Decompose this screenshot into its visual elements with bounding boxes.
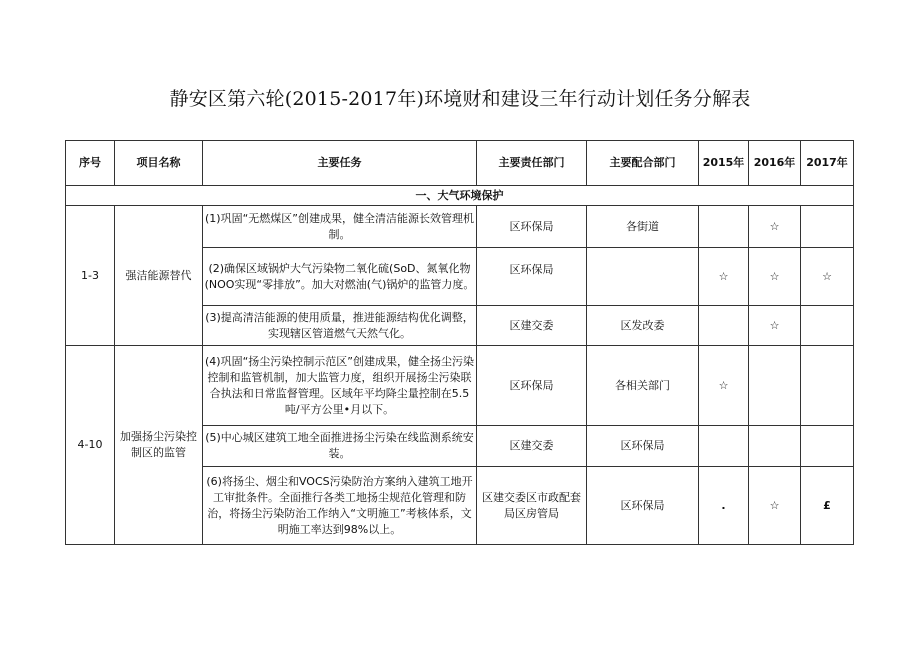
row-project: 加强扬尘污染控制区的监管 <box>115 346 203 545</box>
row-2017-mark: £ <box>801 467 854 545</box>
header-task: 主要任务 <box>203 141 477 186</box>
row-2017-mark: ☆ <box>801 248 854 306</box>
row-2017-mark <box>801 426 854 467</box>
row-2017-mark <box>801 306 854 346</box>
row-support-dept <box>587 248 699 306</box>
header-2016: 2016年 <box>749 141 801 186</box>
header-row <box>66 141 854 186</box>
row-2016-mark <box>749 346 801 426</box>
task-breakdown-table <box>65 140 854 545</box>
row-2016-mark: ☆ <box>749 467 801 545</box>
document-title: 静安区第六轮(2015-2017年)环境财和建设三年行动计划任务分解表 <box>169 88 751 110</box>
row-task: (2)确保区域锅炉大气污染物二氧化硫(SoD、氮氧化物(NOO实现“零排放”。加大对燃油(气)锅炉的监管力度。 <box>203 248 477 306</box>
row-2016-mark: ☆ <box>749 206 801 248</box>
section-title: 一、大气环境保护 <box>66 186 854 206</box>
section-row <box>66 186 854 206</box>
row-lead-dept: 区建交委 <box>477 426 587 467</box>
row-2016-mark <box>749 426 801 467</box>
row-task: (6)将扬尘、烟尘和VOCS污染防治方案纳入建筑工地开工审批条件。全面推行各类工地扬尘规范化管理和防治，将扬尘污染防治工作纳入“文明施工”考核体系，文明施工率达到98%以上。 <box>203 467 477 545</box>
row-2015-mark: ☆ <box>699 248 749 306</box>
row-task: (5)中心城区建筑工地全面推进扬尘污染在线监测系统安装。 <box>203 426 477 467</box>
header-lead-dept: 主要责任部门 <box>477 141 587 186</box>
row-support-dept: 各相关部门 <box>587 346 699 426</box>
row-support-dept: 区发改委 <box>587 306 699 346</box>
header-2017: 2017年 <box>801 141 854 186</box>
row-lead-dept: 区环保局 <box>477 206 587 248</box>
row-task: (1)巩固“无燃煤区”创建成果，健全清洁能源长效管理机制。 <box>203 206 477 248</box>
row-2015-mark <box>699 426 749 467</box>
row-support-dept: 各街道 <box>587 206 699 248</box>
table-row <box>66 346 854 426</box>
row-2015-mark <box>699 206 749 248</box>
row-task: (3)提高清洁能源的使用质量，推进能源结构优化调整，实现辖区管道燃气天然气化。 <box>203 306 477 346</box>
header-support-dept: 主要配合部门 <box>587 141 699 186</box>
row-seq: 4-10 <box>66 346 115 545</box>
row-2016-mark: ☆ <box>749 306 801 346</box>
header-seq: 序号 <box>66 141 115 186</box>
row-support-dept: 区环保局 <box>587 467 699 545</box>
row-project: 强洁能源替代 <box>115 206 203 346</box>
row-lead-dept: 区建交委区市政配套局区房管局 <box>477 467 587 545</box>
row-support-dept: 区环保局 <box>587 426 699 467</box>
row-seq: 1-3 <box>66 206 115 346</box>
row-2015-mark: . <box>699 467 749 545</box>
row-task: (4)巩固“扬尘污染控制示范区”创建成果，健全扬尘污染控制和监管机制，加大监管力度，组织开展扬尘污染联合执法和日常监督管理。区域年平均降尘量控制在5.5吨/平方公里•月以下。 <box>203 346 477 426</box>
row-lead-dept: 区环保局 <box>477 346 587 426</box>
table-row <box>66 206 854 248</box>
row-2015-mark: ☆ <box>699 346 749 426</box>
row-2017-mark <box>801 206 854 248</box>
header-project: 项目名称 <box>115 141 203 186</box>
header-2015: 2015年 <box>699 141 749 186</box>
row-lead-dept: 区建交委 <box>477 306 587 346</box>
row-lead-dept: 区环保局 <box>477 248 587 306</box>
row-2017-mark <box>801 346 854 426</box>
row-2015-mark <box>699 306 749 346</box>
row-2016-mark: ☆ <box>749 248 801 306</box>
